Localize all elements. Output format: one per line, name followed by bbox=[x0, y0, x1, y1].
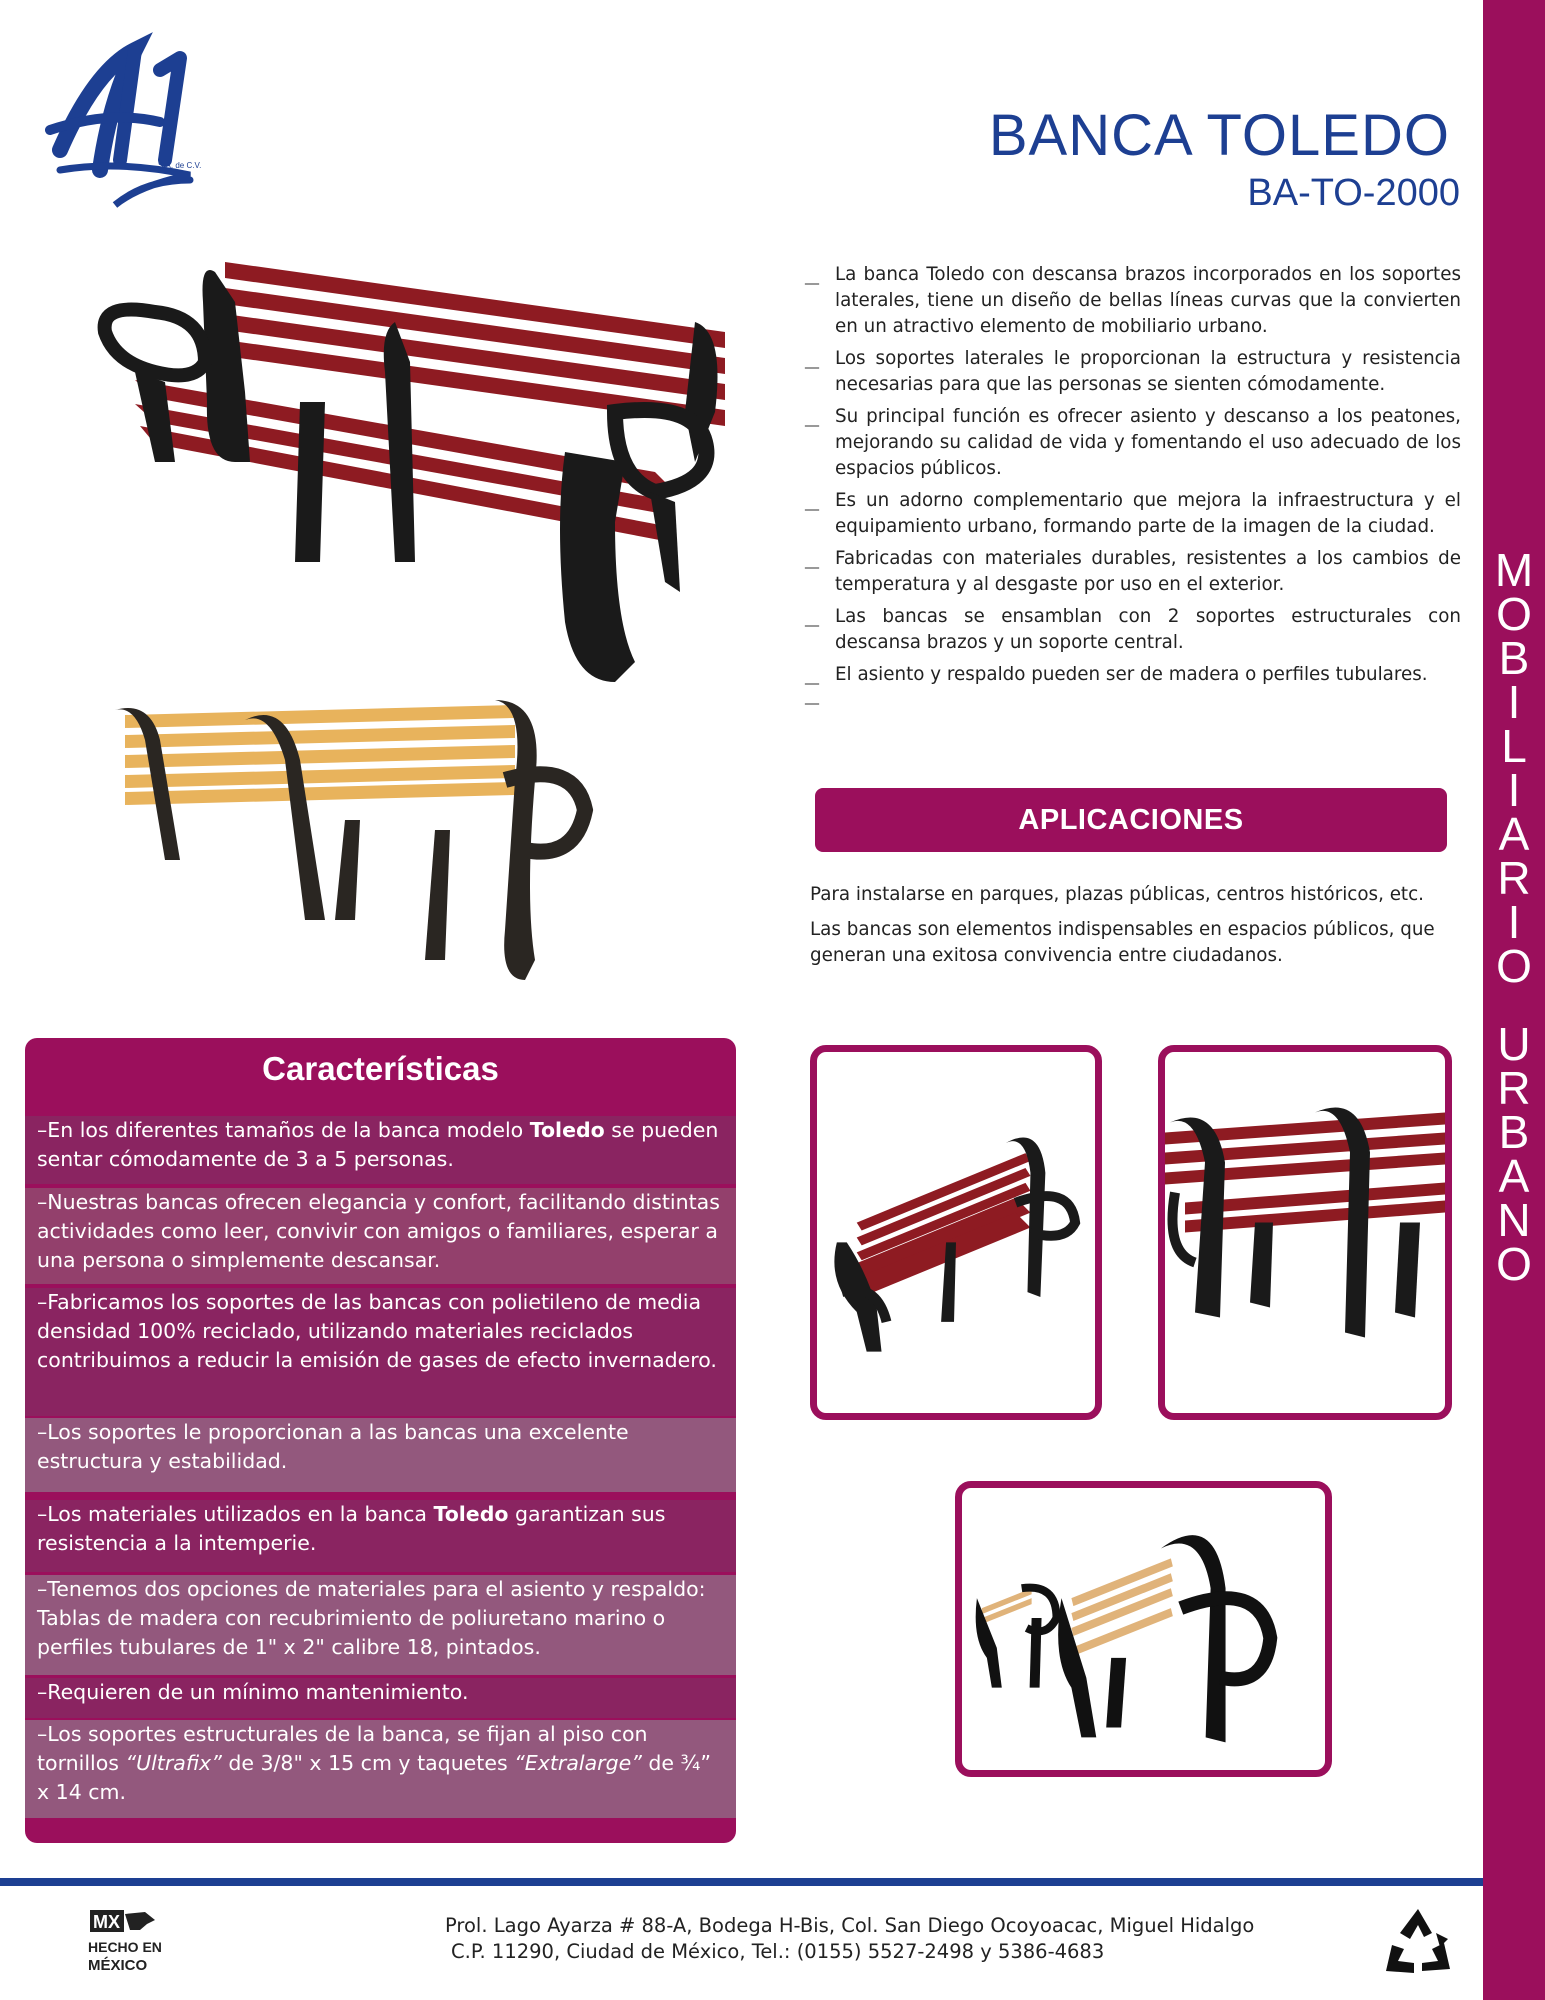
characteristic-item: –Fabricamos los soportes de las bancas con polietileno de media densidad 100% reciclado, utilizando materiales reciclados contribuimos a reducir la emisión de gases de efecto invernadero. bbox=[25, 1288, 736, 1416]
description-item: __ Los soportes laterales le proporcionan la estructura y resistencia necesarias para que las personas se sienten cómodamente. bbox=[805, 346, 1461, 398]
side-letter: M bbox=[1494, 544, 1534, 596]
side-letter: O bbox=[1496, 940, 1532, 992]
recycle-icon bbox=[1378, 1903, 1458, 1983]
side-letter: U bbox=[1497, 1018, 1531, 1070]
svg-text:MÉXICO: MÉXICO bbox=[88, 1957, 148, 1974]
footer-divider bbox=[0, 1878, 1483, 1886]
description-item: __ Las bancas se ensamblan con 2 soportes estructurales con descansa brazos y un soporte central. bbox=[805, 604, 1461, 656]
footer-address-line: Prol. Lago Ayarza # 88-A, Bodega H-Bis, Col. San Diego Ocoyoacac, Miguel Hidalgo bbox=[445, 1914, 1255, 1937]
applications-heading: APLICACIONES bbox=[815, 788, 1447, 852]
description-list bbox=[805, 262, 1461, 708]
bench-illustration bbox=[1165, 1052, 1445, 1413]
side-letter: O bbox=[1496, 588, 1532, 640]
description-item: __ Fabricadas con materiales durables, resistentes a los cambios de temperatura y al desgaste por uso en el exterior. bbox=[805, 546, 1461, 598]
mexico-made-badge bbox=[85, 1908, 185, 1978]
description-item: __ El asiento y respaldo pueden ser de madera o perfiles tubulares. bbox=[805, 662, 1461, 688]
a1-logo bbox=[40, 30, 210, 210]
side-letter: O bbox=[1496, 1238, 1532, 1290]
bench-illustration bbox=[817, 1052, 1095, 1413]
list-dash bbox=[805, 694, 1461, 708]
svg-text:HECHO EN: HECHO EN bbox=[88, 1939, 162, 1955]
side-letter: I bbox=[1507, 676, 1521, 728]
footer-address bbox=[445, 1913, 1254, 1965]
product-code: BA-TO-2000 bbox=[1247, 172, 1460, 214]
footer-address-line: C.P. 11290, Ciudad de México, Tel.: (0155) 5527-2498 y 5386-4683 bbox=[451, 1940, 1105, 1963]
bench-illustration bbox=[962, 1488, 1325, 1770]
svg-text:MX: MX bbox=[93, 1912, 120, 1932]
bench-illustration bbox=[105, 700, 605, 1000]
side-letter: I bbox=[1507, 896, 1521, 948]
applications-text bbox=[810, 882, 1450, 978]
side-letter: B bbox=[1498, 1106, 1530, 1158]
characteristics-heading: Características bbox=[262, 1050, 499, 1087]
bench-photo bbox=[955, 1481, 1332, 1777]
description-item: __ Su principal función es ofrecer asiento y descanso a los peatones, mejorando su calidad de vida y fomentando el uso adecuado de los espacios públicos. bbox=[805, 404, 1461, 482]
characteristic-item: –Los soportes le proporcionan a las bancas una excelente estructura y estabilidad. bbox=[25, 1418, 736, 1492]
applications-line: Las bancas son elementos indispensables en espacios públicos, que generan una exitosa convivencia entre ciudadanos. bbox=[810, 919, 1435, 966]
description-item: __ Es un adorno complementario que mejora la infraestructura y el equipamiento urbano, formando parte de la imagen de la ciudad. bbox=[805, 488, 1461, 540]
side-letter: A bbox=[1498, 808, 1530, 860]
applications-line: Para instalarse en parques, plazas públicas, centros históricos, etc. bbox=[810, 884, 1424, 905]
side-letter: B bbox=[1498, 632, 1530, 684]
side-label bbox=[1483, 544, 1545, 1290]
characteristic-item: –Tenemos dos opciones de materiales para el asiento y respaldo: Tablas de madera con recubrimiento de poliuretano marino o perfiles tubulares de 1" x 2" calibre 18, pintados. bbox=[25, 1575, 736, 1675]
bench-photo bbox=[1158, 1045, 1452, 1420]
side-letter: R bbox=[1497, 852, 1531, 904]
characteristic-item: –En los diferentes tamaños de la banca modelo Toledo se pueden sentar cómodamente de 3 a 5 personas. bbox=[25, 1116, 736, 1184]
side-letter: A bbox=[1498, 1150, 1530, 1202]
characteristic-item: –Los materiales utilizados en la banca Toledo garantizan sus resistencia a la intemperie. bbox=[25, 1500, 736, 1572]
bench-illustration bbox=[95, 262, 745, 702]
logo-sub: S.A. de C.V. bbox=[158, 161, 202, 170]
characteristic-item: –Los soportes estructurales de la banca, se fijan al piso con tornillos “Ultrafix” de 3/8" x 15 cm y taquetes “Extralarge” de ¾” x 14 cm. bbox=[25, 1720, 736, 1818]
bench-photo bbox=[810, 1045, 1102, 1420]
product-title: BANCA TOLEDO bbox=[988, 103, 1450, 168]
side-letter: L bbox=[1501, 720, 1527, 772]
side-letter: I bbox=[1507, 764, 1521, 816]
side-letter: R bbox=[1497, 1062, 1531, 1114]
characteristic-item: –Nuestras bancas ofrecen elegancia y confort, facilitando distintas actividades como leer, convivir con amigos o familiares, esperar a una persona o simplemente descansar. bbox=[25, 1188, 736, 1284]
side-letter: N bbox=[1497, 1194, 1531, 1246]
description-item: __ La banca Toledo con descansa brazos incorporados en los soportes laterales, tiene un diseño de bellas líneas curvas que la convierten en un atractivo elemento de mobiliario urbano. bbox=[805, 262, 1461, 340]
characteristic-item: –Requieren de un mínimo mantenimiento. bbox=[25, 1678, 736, 1718]
